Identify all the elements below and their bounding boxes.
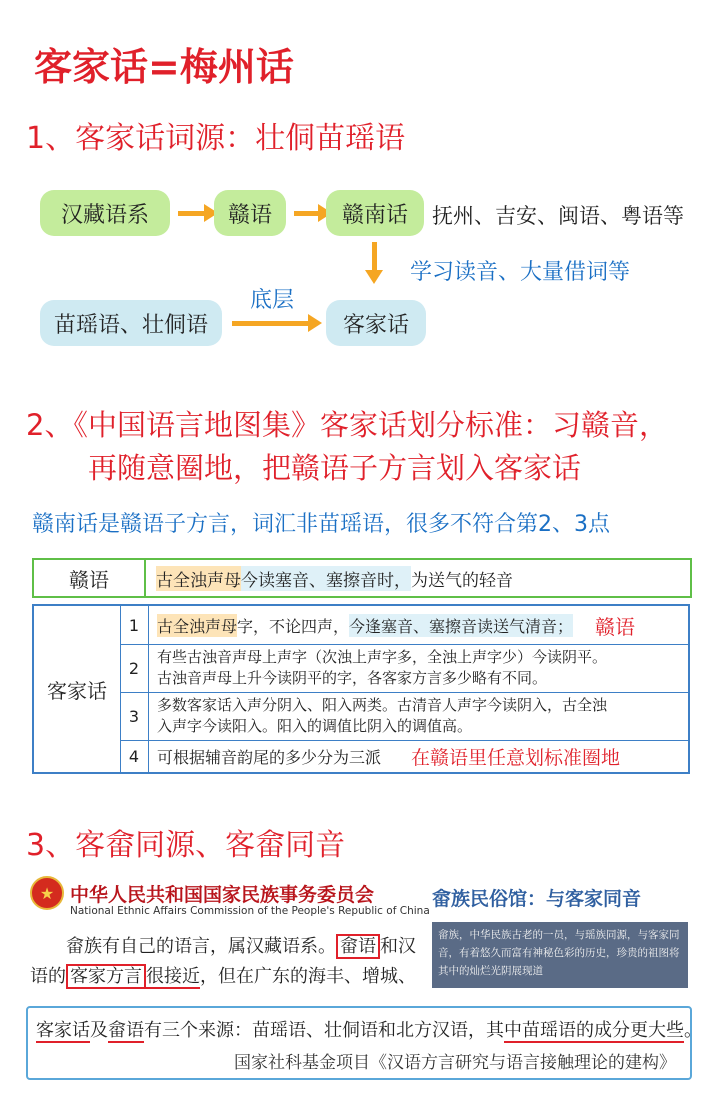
quote-underline: 很接近 — [146, 966, 200, 987]
sources-part: 客家话 — [36, 1020, 90, 1041]
arrow-right-icon — [232, 321, 310, 326]
citation: 国家社科基金项目《汉语方言研究与语言接触理论的建构》 — [234, 1053, 676, 1073]
quote-box: 畲语 — [336, 934, 380, 959]
node-label: 赣南话 — [341, 202, 408, 228]
sources-part: 畲语 — [108, 1020, 144, 1041]
section2-heading-line2: 再随意圈地，把赣语子方言划入客家话 — [88, 451, 582, 485]
sources-box — [26, 1006, 702, 1080]
substrate-label: 底层 — [250, 288, 295, 313]
node-hanzang — [40, 190, 170, 236]
node-label: 客家话 — [342, 312, 409, 338]
gan-hl: 古全浊声母 — [156, 566, 241, 591]
section2-heading-line1: 2、《中国语言地图集》客家话划分标准：习赣音， — [26, 408, 668, 442]
hakka-label: 客家话 — [34, 606, 121, 772]
row-t1: 字，不论四声， — [237, 616, 350, 636]
gan-label: 赣语 — [34, 560, 146, 596]
arrow-down-icon — [372, 242, 377, 272]
row-text — [149, 644, 607, 692]
row-note: 在赣语里任意划标准圈地 — [411, 746, 621, 769]
row-line: 可根据辅音韵尾的多少分为三派 — [157, 747, 382, 767]
row-num: 2 — [120, 644, 149, 692]
node-kejia — [326, 300, 426, 346]
commission-cn: 中华人民共和国国家民族事务委员会 — [70, 884, 375, 906]
arrow-down-head-icon — [365, 270, 383, 284]
quote-part: 语的 — [30, 966, 66, 987]
sources-part: 。 — [684, 1020, 702, 1041]
quote-box: 客家方言 — [66, 964, 146, 989]
table-row — [120, 606, 688, 645]
row-num: 4 — [120, 740, 149, 772]
section1-heading: 1、客家话词源：壮侗苗瑶语 — [26, 121, 406, 156]
commission-quote — [30, 932, 422, 994]
row-note: 赣语 — [595, 614, 636, 639]
sources-text — [36, 1016, 702, 1042]
arrow-right-icon — [294, 211, 320, 216]
table-row — [120, 644, 688, 693]
row-text — [149, 606, 635, 644]
gannan-note: 抚州、吉安、闽语、粤语等 — [432, 204, 684, 228]
museum-image — [432, 922, 688, 988]
row-text — [149, 740, 620, 772]
quote-part: 畲族有自己的语言，属汉藏语系。 — [66, 936, 336, 957]
row-hl: 古全浊声母 — [157, 614, 237, 637]
down-note: 学习读音、大量借词等 — [410, 260, 631, 285]
national-emblem-icon: ★ — [30, 876, 64, 910]
table-row — [120, 740, 688, 772]
gan-table — [32, 558, 692, 598]
row-num: 1 — [120, 606, 149, 644]
gan-mid: 今读塞音、 — [241, 566, 326, 591]
gan-hl2: 塞擦音时， — [326, 566, 411, 591]
museum-text: 畲族，中华民族古老的一员，与瑶族同源，与客家同音，有着悠久而富有神秘色彩的历史，珍贵的祖图将其中的灿烂光阴展现道 — [438, 929, 680, 977]
row-num: 3 — [120, 692, 149, 740]
gan-rest: 为送气的轻音 — [411, 570, 513, 591]
row-line: 入声字今读阳入。阳入的调值比阴入的调值高。 — [157, 717, 473, 735]
row-line: 多数客家话入声分阴入、阳入两类。古清音人声字今读阴入，古全浊 — [157, 696, 608, 714]
row-hl2: 今逢塞音、塞擦音读送气清音； — [349, 614, 573, 637]
row-text — [149, 692, 607, 740]
node-ganyu — [214, 190, 286, 236]
table-row — [120, 692, 688, 741]
page-title: 客家话=梅州话 — [34, 45, 294, 89]
section3-heading: 3、客畲同源、客畲同音 — [26, 828, 346, 863]
node-label: 苗瑶语、壮侗语 — [53, 312, 208, 338]
gan-desc — [146, 560, 513, 596]
quote-part: ，但在广东的海丰、增城、 — [200, 966, 416, 987]
section2-subtitle: 赣南话是赣语子方言，词汇非苗瑶语，很多不符合第2、3点 — [32, 512, 610, 537]
row-line: 古浊音声母上升今读阴平的字，各客家方言多少略有不同。 — [157, 669, 548, 687]
row-line: 有些古浊音声母上声字（次浊上声字多，全浊上声字少）今读阴平。 — [157, 648, 608, 666]
node-miaoyao — [40, 300, 222, 346]
quote-part: 和汉 — [380, 936, 416, 957]
sources-part: 中苗瑶语的成分更大些 — [504, 1020, 684, 1041]
commission-en: National Ethnic Affairs Commission of the People's Republic of China — [70, 905, 430, 917]
sources-part: 有三个来源：苗瑶语、壮侗语和北方汉语，其 — [144, 1020, 504, 1041]
node-gannan — [326, 190, 424, 236]
node-label: 赣语 — [227, 202, 272, 228]
sources-part: 及 — [90, 1020, 108, 1041]
museum-title: 畲族民俗馆：与客家同音 — [432, 888, 642, 910]
hakka-table — [32, 604, 690, 774]
arrow-right-icon — [178, 211, 206, 216]
node-label: 汉藏语系 — [60, 202, 149, 228]
